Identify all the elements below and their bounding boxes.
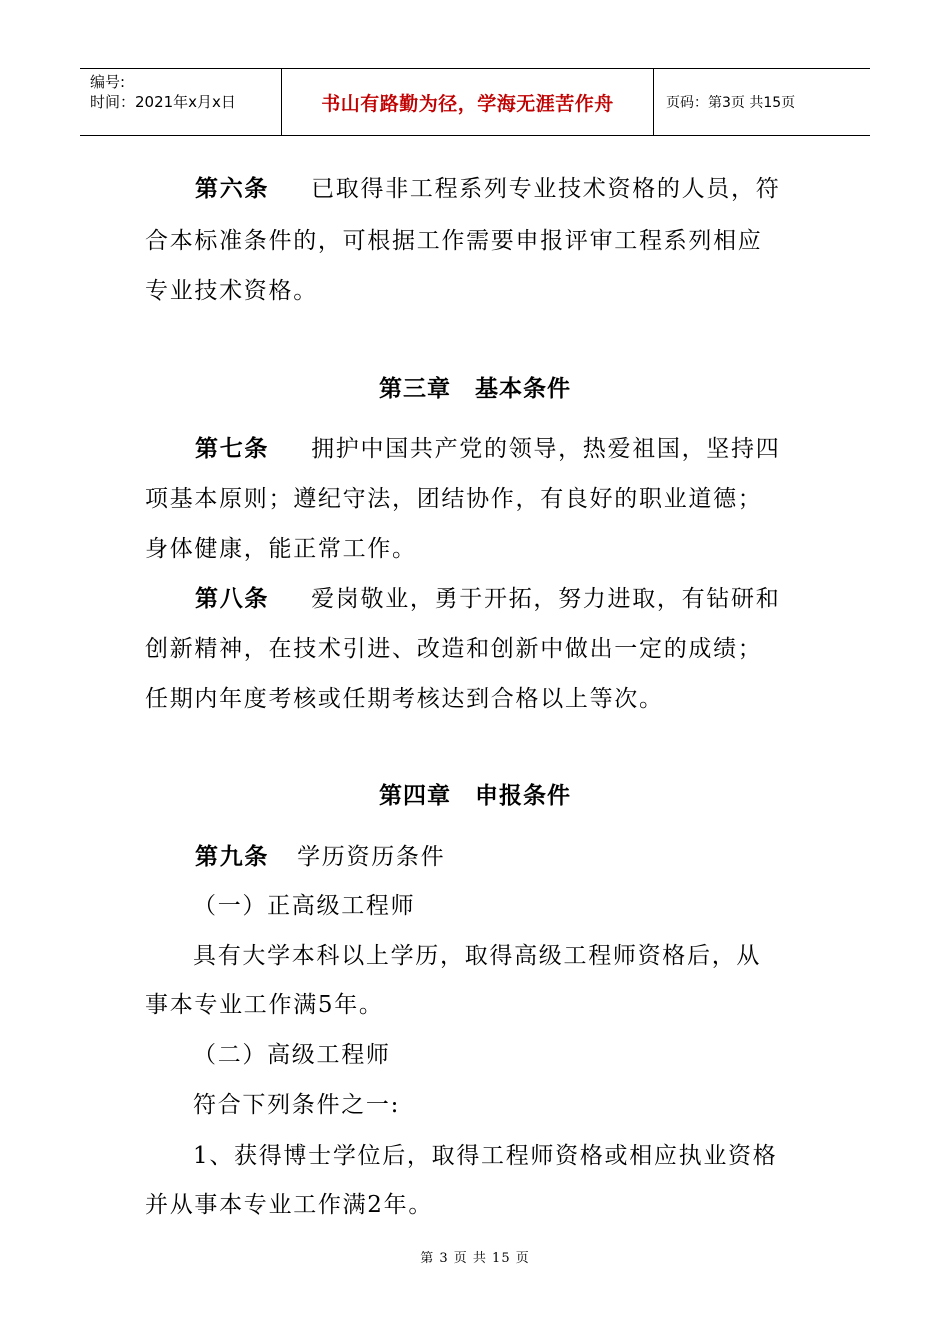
article-8-line-3: 任期内年度考核或任期考核达到合格以上等次。 (145, 686, 664, 712)
header-page-info: 页码：第3页 共15页 (666, 95, 796, 111)
article-7-line-1 (145, 430, 805, 463)
subsection-1-line-1: 具有大学本科以上学历，取得高级工程师资格后，从 (193, 943, 762, 969)
article-8-line-2: 创新精神，在技术引进、改造和创新中做出一定的成绩； (145, 636, 763, 662)
item-1-line-2: 并从事本专业工作满2年。 (145, 1192, 434, 1218)
chapter-3-heading: 第三章 基本条件 (379, 376, 571, 402)
article-7-text: 拥护中国共产党的领导，热爱祖国，坚持四 (311, 436, 781, 462)
article-9-title: 第九条 (195, 844, 270, 870)
article-8-title: 第八条 (195, 586, 270, 612)
article-6-line-3: 专业技术资格。 (145, 278, 318, 304)
header-motto: 书山有路勤为径，学海无涯苦作舟 (282, 69, 654, 135)
article-7-title: 第七条 (195, 436, 270, 462)
page-footer: 第 3 页 共 15 页 (420, 1251, 530, 1266)
article-6-text: 已取得非工程系列专业技术资格的人员，符 (311, 176, 781, 202)
article-6-line-1 (145, 170, 805, 203)
subsection-2-intro: 符合下列条件之一: (193, 1092, 401, 1118)
article-7-line-2: 项基本原则；遵纪守法，团结协作，有良好的职业道德； (145, 486, 763, 512)
article-7-line-3: 身体健康，能正常工作。 (145, 536, 417, 562)
article-9-line-1 (145, 838, 805, 871)
item-1-line-1: 1、获得博士学位后，取得工程师资格或相应执业资格 (193, 1143, 778, 1169)
subsection-1-heading: （一）正高级工程师 (193, 893, 416, 919)
subsection-2-heading: （二）高级工程师 (193, 1042, 391, 1068)
document-date: 时间：2021年x月x日 (90, 93, 236, 111)
article-9-text: 学历资历条件 (297, 844, 446, 870)
document-number-label: 编号: (90, 73, 126, 91)
chapter-4-heading: 第四章 申报条件 (379, 783, 571, 809)
header-meta (80, 69, 282, 135)
article-6-title: 第六条 (195, 176, 270, 202)
subsection-1-line-2: 事本专业工作满5年。 (145, 992, 384, 1018)
page-header (80, 68, 870, 136)
article-8-line-1 (145, 580, 805, 613)
article-6-line-2: 合本标准条件的，可根据工作需要申报评审工程系列相应 (145, 228, 763, 254)
article-8-text: 爱岗敬业，勇于开拓，努力进取，有钻研和 (311, 586, 781, 612)
